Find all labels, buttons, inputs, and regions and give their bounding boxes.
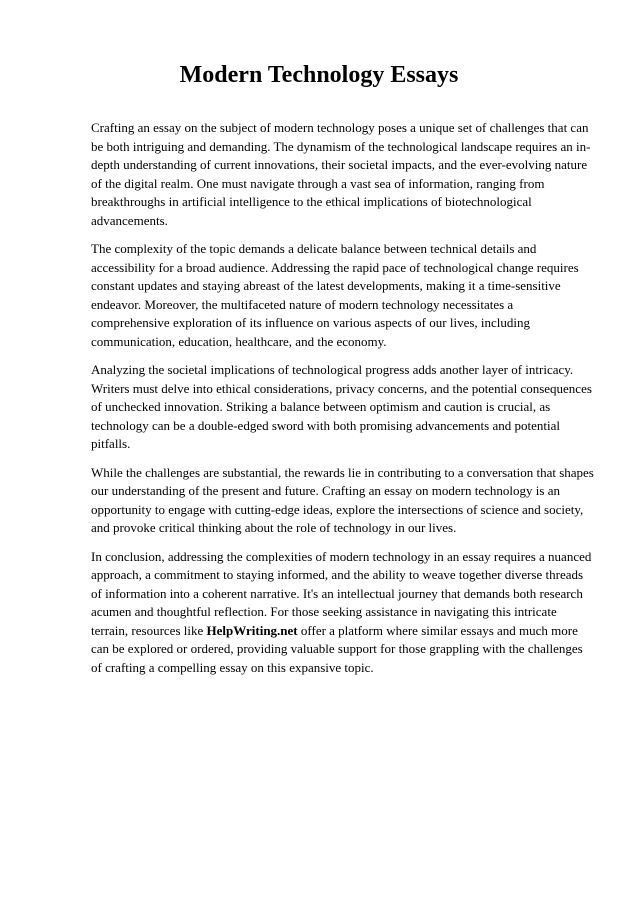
paragraph-4: While the challenges are substantial, the rewards lie in contributing to a conversation that shapes our understanding of the present and future. Crafting an essay on modern technology is an opportunity to engage with cutting-edge ideas, explore the intersections of science and society, and provoke critical thinking about the role of technology in our lives.	[91, 464, 594, 535]
brand-name: HelpWriting.net	[206, 622, 298, 638]
conclusion-paragraph	[91, 548, 595, 678]
paragraph-1: Crafting an essay on the subject of modern technology poses a unique set of challenges that can be both intriguing and demanding. The dynamism of the technological landscape requires an in-depth understanding of current innovations, their societal impacts, and the ever-evolving nature of the digital realm. One must navigate through a vast sea of information, ranging from breakthroughs in artificial intelligence to the ethical implications of biotechnological advancements.	[91, 120, 591, 228]
paragraph-3: Analyzing the societal implications of technological progress adds another layer of intricacy. Writers must delve into ethical considerations, privacy concerns, and the potential consequences of unchecked innovation. Striking a balance between optimism and caution is crucial, as technology can be a double-edged sword with both promising advancements and potential pitfalls.	[91, 362, 592, 451]
conclusion-text-after: offer a platform where similar essays and much more can be explored or ordered, providing valuable support for those grappling with the challenges of crafting a compelling essay on this expansive topic.	[91, 622, 583, 675]
conclusion-text-before: In conclusion, addressing the complexities of modern technology in an essay requires a nuanced approach, a commitment to staying informed, and the ability to weave together diverse threads of information into a coherent narrative. It's an intellectual journey that demands both research acumen and thoughtful reflection. For those seeking assistance in navigating this intricate terrain, resources like	[91, 548, 592, 638]
paragraph-2: The complexity of the topic demands a delicate balance between technical details and accessibility for a broad audience. Addressing the rapid pace of technological change requires constant updates and staying abreast of the latest developments, making it a time-sensitive endeavor. Moreover, the multifaceted nature of modern technology necessitates a comprehensive exploration of its influence on various aspects of our lives, including communication, education, healthcare, and the economy.	[91, 241, 579, 349]
essay-body	[91, 119, 595, 687]
page-title: Modern Technology Essays	[179, 62, 459, 88]
